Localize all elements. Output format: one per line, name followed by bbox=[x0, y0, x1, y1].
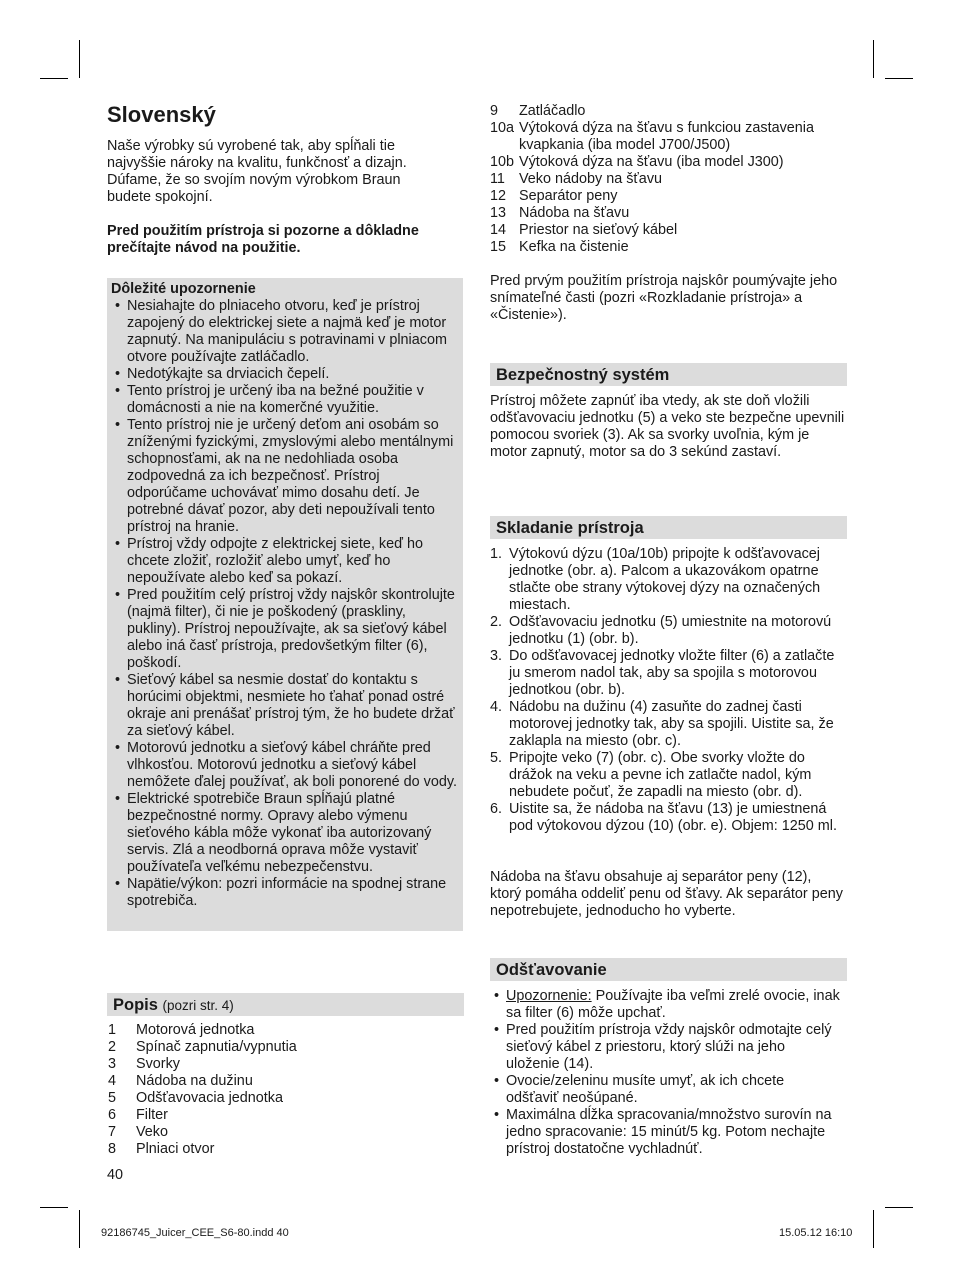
crop-mark bbox=[79, 40, 80, 78]
list-item bbox=[490, 103, 840, 120]
list-item bbox=[490, 154, 840, 171]
item-number: 15 bbox=[490, 239, 507, 255]
step-number: 3. bbox=[490, 648, 503, 664]
juicing-warning-text: Používajte iba veľmi zrelé ovocie, inak sa filter (6) môže upchať. bbox=[506, 988, 840, 1021]
crop-mark bbox=[79, 1210, 80, 1248]
step-text: Pripojte veko (7) (obr. c). Obe svorky vložte do drážok na veku a pevne ich zatlačte nadol, kým nebudete počuť, že zapadli na miesto (obr. d). bbox=[509, 750, 812, 800]
step-text: Odšťavovaciu jednotku (5) umiestnite na motorovú jednotku (1) (obr. b). bbox=[509, 614, 832, 647]
item-label: Odšťavovacia jednotka bbox=[136, 1090, 283, 1106]
assembly-step bbox=[490, 648, 847, 699]
item-number: 10b bbox=[490, 154, 515, 170]
warning-item: • Motorovú jednotku a sieťový kábel chráňte pred vlhkosťou. Motorovú jednotku a sieťový kábel nemôžete ďalej používať, ak boli ponorené do vody. bbox=[111, 740, 457, 791]
step-number: 6. bbox=[490, 801, 503, 817]
warning-item: • Nesiahajte do plniaceho otvoru, keď je prístroj zapojený do elektrickej siete a najmä keď je motor zapnutý. Na manipuláciu s potravinami v plniacom otvore používajte zatláčadlo. bbox=[111, 298, 457, 366]
warning-heading: Dôležité upozornenie bbox=[111, 281, 256, 297]
step-number: 4. bbox=[490, 699, 503, 715]
list-item bbox=[108, 1039, 438, 1056]
item-label: Nádoba na dužinu bbox=[136, 1073, 253, 1089]
item-number: 8 bbox=[108, 1141, 117, 1157]
intro-text: Naše výrobky sú vyrobené tak, aby spĺňali tie najvyššie nároky na kvalitu, funkčnosť a dizajn. Dúfame, že so svojím novým výrobkom Braun budete spokojní. bbox=[107, 138, 407, 205]
item-number: 13 bbox=[490, 205, 507, 221]
step-text: Uistite sa, že nádoba na šťavu (13) je umiestnená pod výtokovou dýzou (10) (obr. e). Objem: 1250 ml. bbox=[509, 801, 837, 834]
assembly-step bbox=[490, 614, 847, 648]
juicing-item bbox=[490, 988, 840, 1022]
footer-date: 15.05.12 16:10 bbox=[779, 1227, 853, 1239]
item-number: 10a bbox=[490, 120, 515, 136]
item-number: 5 bbox=[108, 1090, 117, 1106]
warning-item: • Elektrické spotrebiče Braun spĺňajú platné bezpečnostné normy. Opravy alebo výmenu sieťového kábla môže vykonať iba autorizovaný servis. Zlá a neodborná oprava môže vystaviť používateľa veľkému nebezpečenstvu. bbox=[111, 791, 457, 876]
step-number: 2. bbox=[490, 614, 503, 630]
assembly-note: Nádoba na šťavu obsahuje aj separátor peny (12), ktorý pomáha oddeliť penu od šťavy. Ak separátor peny nepotrebujete, jednoducho ho vyberte. bbox=[490, 869, 843, 919]
page-number: 40 bbox=[107, 1167, 124, 1183]
list-item bbox=[490, 120, 840, 154]
footer-file: 92186745_Juicer_CEE_S6-80.indd 40 bbox=[101, 1227, 289, 1239]
assembly-steps bbox=[490, 546, 847, 835]
item-label: Separátor peny bbox=[519, 188, 618, 204]
crop-mark bbox=[885, 78, 913, 79]
list-item bbox=[490, 188, 840, 205]
item-label: Výtoková dýza na šťavu s funkciou zastavenia kvapkania (iba model J700/J500) bbox=[519, 120, 814, 153]
juicing-warning-label: Upozornenie: bbox=[506, 988, 592, 1004]
item-number: 4 bbox=[108, 1073, 117, 1089]
crop-mark bbox=[885, 1207, 913, 1208]
popis-heading: Popis bbox=[113, 996, 158, 1014]
page-title: Slovenský bbox=[107, 102, 216, 127]
crop-mark bbox=[873, 40, 874, 78]
step-text: Nádobu na dužinu (4) zasuňte do zadnej časti motorovej jednotky tak, aby sa spojili. Uistite sa, že zaklapla na miesto (obr. c). bbox=[509, 699, 834, 749]
step-text: Výtokovú dýzu (10a/10b) pripojte k odšťavovacej jednotke (obr. a). Palcom a ukazovákom opatrne stlačte obe strany výtokovej dýzy na označených miestach. bbox=[509, 546, 821, 613]
warning-item: • Nedotýkajte sa drviacich čepelí. bbox=[111, 366, 457, 383]
item-label: Priestor na sieťový kábel bbox=[519, 222, 678, 238]
warning-box bbox=[107, 278, 463, 931]
item-label: Motorová jednotka bbox=[136, 1022, 255, 1038]
item-number: 6 bbox=[108, 1107, 117, 1123]
item-label: Filter bbox=[136, 1107, 168, 1123]
warning-list bbox=[111, 298, 457, 910]
item-label: Veko bbox=[136, 1124, 169, 1140]
item-label: Spínač zapnutia/vypnutia bbox=[136, 1039, 297, 1055]
popis-subheading: (pozri str. 4) bbox=[162, 998, 234, 1013]
item-label: Plniaci otvor bbox=[136, 1141, 215, 1157]
assembly-step bbox=[490, 699, 847, 750]
crop-mark bbox=[40, 1207, 68, 1208]
popis-list bbox=[108, 1022, 438, 1158]
juicing-list bbox=[490, 988, 840, 1158]
item-number: 3 bbox=[108, 1056, 117, 1072]
crop-mark bbox=[40, 78, 68, 79]
step-text: Do odšťavovacej jednotky vložte filter (6) a zatlačte ju smerom nadol tak, aby sa spojila s motorovou jednotkou (obr. b). bbox=[509, 648, 835, 698]
item-number: 9 bbox=[490, 103, 499, 119]
item-label: Nádoba na šťavu bbox=[519, 205, 630, 221]
step-number: 5. bbox=[490, 750, 503, 766]
list-item bbox=[490, 222, 840, 239]
list-item bbox=[108, 1107, 438, 1124]
warning-item: • Pred použitím celý prístroj vždy najskôr skontrolujte (najmä filter), či nie je poškodený (praskliny, pukliny). Prístroj nepoužívajte, ak sa sieťový kábel alebo iná časť prístroja, predovšetkým filter (6), poškodí. bbox=[111, 587, 457, 672]
item-number: 2 bbox=[108, 1039, 117, 1055]
assembly-header: Skladanie prístroja bbox=[490, 516, 847, 539]
warning-item: • Napätie/výkon: pozri informácie na spodnej strane spotrebiča. bbox=[111, 876, 457, 910]
list-item bbox=[108, 1124, 438, 1141]
popis-list-continued bbox=[490, 103, 840, 256]
list-item bbox=[490, 205, 840, 222]
item-number: 11 bbox=[490, 171, 505, 187]
assembly-step bbox=[490, 750, 847, 801]
juicing-item: • Ovocie/zeleninu musíte umyť, ak ich chcete odšťaviť neošúpané. bbox=[490, 1073, 840, 1107]
crop-mark bbox=[873, 1210, 874, 1248]
list-item bbox=[108, 1056, 438, 1073]
item-label: Veko nádoby na šťavu bbox=[519, 171, 663, 187]
safety-text: Prístroj môžete zapnúť iba vtedy, ak ste doň vložili odšťavovaciu jednotku (5) a veko ste bezpečne upevnili pomocou svoriek (3). Ak sa svorky uvoľnia, kým je motor zapnutý, motor sa do 3 sekúnd zastaví. bbox=[490, 393, 845, 460]
assembly-step bbox=[490, 801, 847, 835]
list-item bbox=[108, 1073, 438, 1090]
first-use-text: Pred prvým použitím prístroja najskôr poumývajte jeho snímateľné časti (pozri «Rozkladanie prístroja» a «Čistenie»). bbox=[490, 273, 838, 323]
item-label: Kefka na čistenie bbox=[519, 239, 629, 255]
item-number: 14 bbox=[490, 222, 507, 238]
juicing-item: • Pred použitím prístroja vždy najskôr odmotajte celý sieťový kábel z priestoru, ktorý slúži na jeho uloženie (14). bbox=[490, 1022, 840, 1073]
item-number: 7 bbox=[108, 1124, 117, 1140]
intro-section bbox=[107, 138, 437, 257]
juicing-item: • Maximálna dĺžka spracovania/množstvo surovín na jedno spracovanie: 15 minút/5 kg. Potom nechajte prístroj dostatočne vychladnúť. bbox=[490, 1107, 840, 1158]
step-number: 1. bbox=[490, 546, 503, 562]
assembly-step bbox=[490, 546, 847, 614]
list-item bbox=[490, 171, 840, 188]
list-item bbox=[490, 239, 840, 256]
list-item bbox=[108, 1022, 438, 1039]
safety-header: Bezpečnostný systém bbox=[490, 363, 847, 386]
intro-bold-text: Pred použitím prístroja si pozorne a dôkladne prečítajte návod na použitie. bbox=[107, 223, 419, 256]
item-number: 12 bbox=[490, 188, 507, 204]
juicing-header: Odšťavovanie bbox=[490, 958, 847, 981]
warning-item: • Prístroj vždy odpojte z elektrickej siete, keď ho chcete zložiť, rozložiť alebo umyť, keď ho nepoužívate alebo keď sa pokazí. bbox=[111, 536, 457, 587]
item-label: Zatláčadlo bbox=[519, 103, 586, 119]
list-item bbox=[108, 1090, 438, 1107]
list-item bbox=[108, 1141, 438, 1158]
warning-item: • Sieťový kábel sa nesmie dostať do kontaktu s horúcimi objektmi, nesmiete ho ťahať ponad ostré okraje ani prenášať prístroj tým, že ho budete držať za sieťový kábel. bbox=[111, 672, 457, 740]
item-label: Svorky bbox=[136, 1056, 180, 1072]
item-number: 1 bbox=[108, 1022, 117, 1038]
popis-header bbox=[107, 993, 464, 1016]
warning-item: • Tento prístroj nie je určený deťom ani osobám so zníženými fyzickými, zmyslovými alebo mentálnymi schopnosťami, ak na ne nedohliada osoba zodpovedná za ich bezpečnosť. Prístroj odporúčame uchovávať mimo dosahu detí. Je potrebné dávať pozor, aby deti nepoužívali tento prístroj na hranie. bbox=[111, 417, 457, 536]
warning-item: • Tento prístroj je určený iba na bežné použitie v domácnosti a nie na komerčné využitie. bbox=[111, 383, 457, 417]
item-label: Výtoková dýza na šťavu (iba model J300) bbox=[519, 154, 784, 170]
